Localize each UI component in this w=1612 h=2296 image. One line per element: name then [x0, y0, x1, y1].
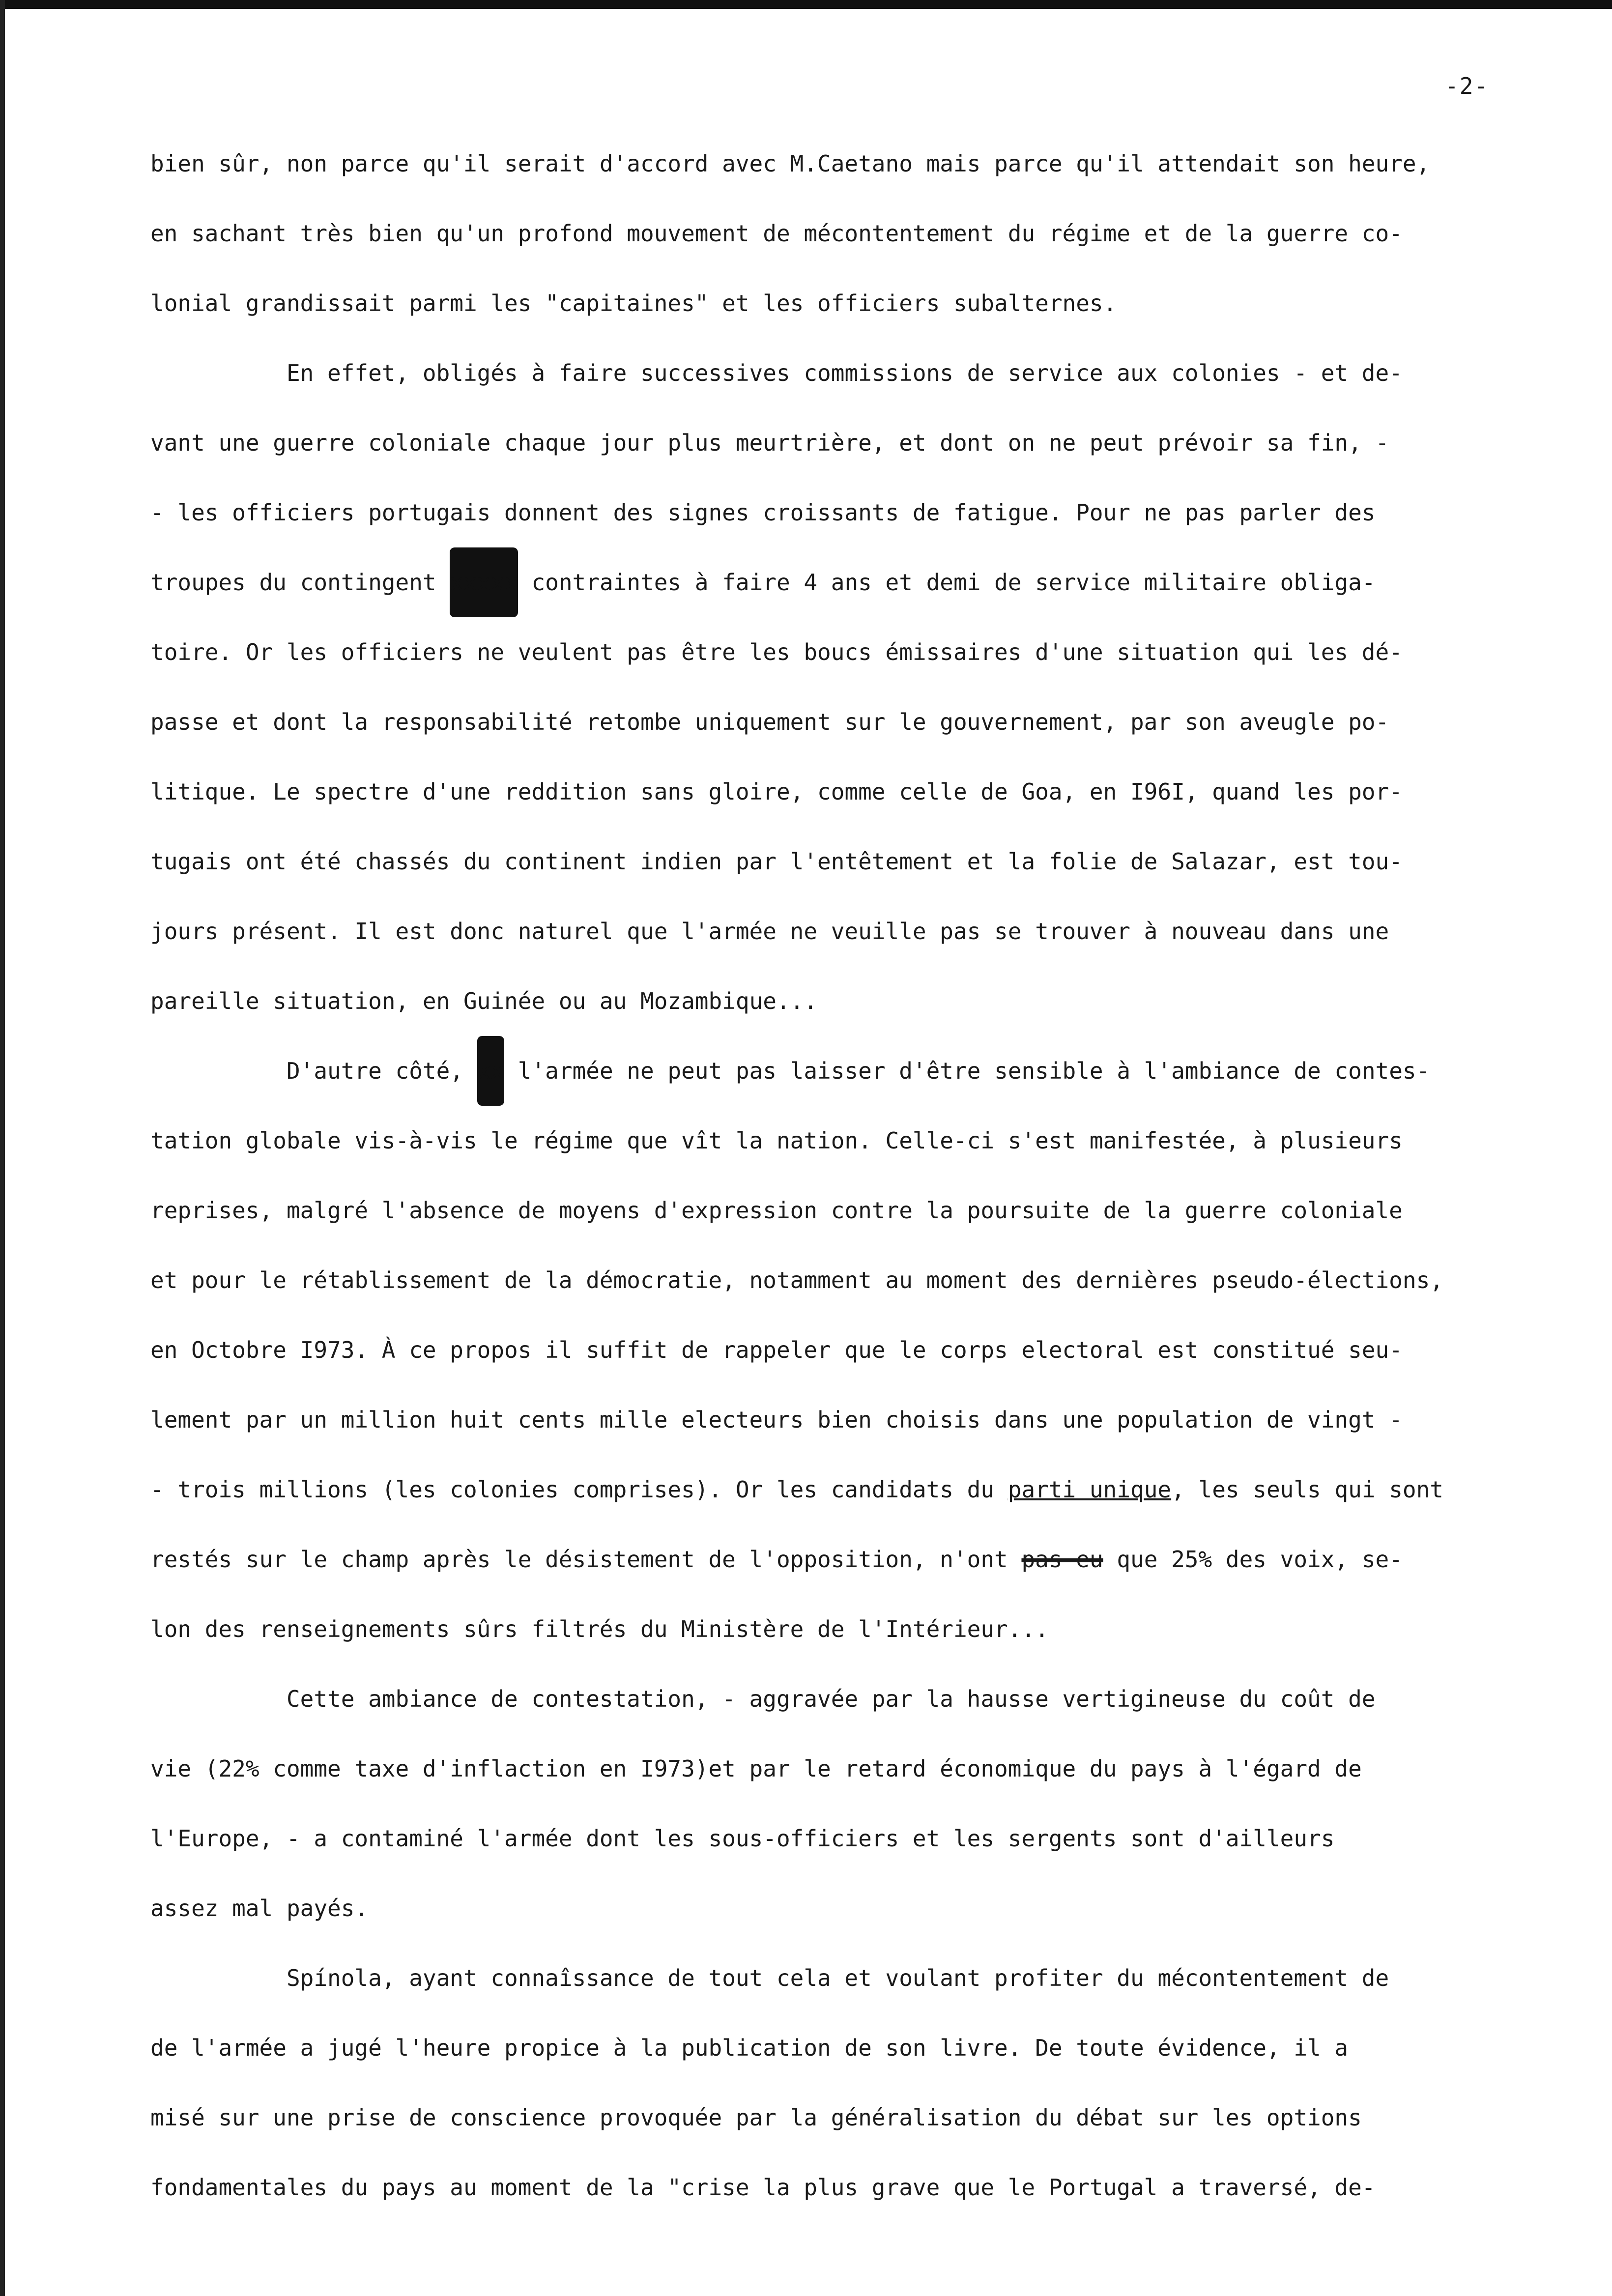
text-line: Cette ambiance de contestation, - aggravée par la hausse vertigineuse du coût de	[150, 1686, 1376, 1712]
text-line: - les officiers portugais donnent des signes croissants de fatigue. Pour ne pas parler des	[150, 499, 1376, 526]
text-segment: D'autre côté,	[150, 1058, 463, 1084]
text-line: bien sûr, non parce qu'il serait d'accord avec M.Caetano mais parce qu'il attendait son heure,	[150, 150, 1430, 177]
text-segment: restés sur le champ après le désistement de l'opposition, n'ont	[150, 1546, 1008, 1573]
text-line: lon des renseignements sûrs filtrés du Ministère de l'Intérieur...	[150, 1616, 1049, 1642]
text-segment: contraintes à faire 4 ans et demi de service militaire obliga-	[518, 569, 1376, 596]
page-top-border	[0, 0, 1612, 9]
text-line: vant une guerre coloniale chaque jour plus meurtrière, et dont on ne peut prévoir sa fin, -	[150, 430, 1389, 456]
page-left-border	[0, 0, 5, 2296]
text-line	[150, 1455, 1605, 1524]
text-line	[150, 1524, 1605, 1594]
text-line: lonial grandissait parmi les "capitaines" et les officiers subalternes.	[150, 290, 1117, 316]
text-segment: - trois millions (les colonies comprises). Or les candidats du	[150, 1476, 995, 1503]
text-line: tation globale vis-à-vis le régime que vît la nation. Celle-ci s'est manifestée, à plusieurs	[150, 1127, 1403, 1154]
underlined-phrase: parti unique	[1008, 1476, 1172, 1503]
text-line: passe et dont la responsabilité retombe uniquement sur le gouvernement, par son aveugle po-	[150, 709, 1389, 735]
text-line: lement par un million huit cents mille electeurs bien choisis dans une population de vingt -	[150, 1406, 1403, 1433]
text-segment: , les seuls qui sont	[1171, 1476, 1443, 1503]
text-line: l'Europe, - a contaminé l'armée dont les sous-officiers et les sergents sont d'ailleurs	[150, 1825, 1335, 1852]
text-segment: troupes du contingent	[150, 569, 436, 596]
text-line	[150, 1036, 1605, 1106]
text-line: et pour le rétablissement de la démocratie, notamment au moment des dernières pseudo-élections,	[150, 1267, 1443, 1293]
text-line: en sachant très bien qu'un profond mouvement de mécontentement du régime et de la guerre co-	[150, 220, 1403, 247]
text-line: misé sur une prise de conscience provoquée par la généralisation du débat sur les options	[150, 2104, 1362, 2131]
text-line: En effet, obligés à faire successives commissions de service aux colonies - et de-	[150, 360, 1403, 386]
text-line: pareille situation, en Guinée ou au Mozambique...	[150, 988, 818, 1014]
text-line: de l'armée a jugé l'heure propice à la publication de son livre. De toute évidence, il a	[150, 2035, 1349, 2061]
scribbled-out-word: xx	[477, 1036, 504, 1106]
text-segment: que 25% des voix, se-	[1103, 1546, 1403, 1573]
text-line: toire. Or les officiers ne veulent pas être les boucs émissaires d'une situation qui les dé-	[150, 639, 1403, 665]
text-segment: l'armée ne peut pas laisser d'être sensible à l'ambiance de contes-	[504, 1058, 1430, 1084]
text-line: reprises, malgré l'absence de moyens d'expression contre la poursuite de la guerre coloniale	[150, 1197, 1403, 1224]
document-body	[150, 129, 1605, 2222]
text-line: Spínola, ayant connaîssance de tout cela et voulant profiter du mécontentement de	[150, 1965, 1389, 1991]
text-line: fondamentales du pays au moment de la "crise la plus grave que le Portugal a traversé, de-	[150, 2174, 1376, 2201]
text-line: assez mal payés.	[150, 1895, 369, 1922]
text-line: vie (22% comme taxe d'inflaction en I973)et par le retard économique du pays à l'égard de	[150, 1755, 1362, 1782]
text-line: litique. Le spectre d'une reddition sans gloire, comme celle de Goa, en I96I, quand les por-	[150, 778, 1403, 805]
page-number: -2-	[1445, 73, 1489, 99]
scribbled-out-word: xxxxx	[450, 547, 518, 617]
struck-through-text: pas eu	[1021, 1546, 1103, 1573]
text-line: jours présent. Il est donc naturel que l'armée ne veuille pas se trouver à nouveau dans une	[150, 918, 1389, 945]
text-line: tugais ont été chassés du continent indien par l'entêtement et la folie de Salazar, est tou-	[150, 848, 1403, 875]
text-line	[150, 547, 1605, 617]
text-line: en Octobre I973. À ce propos il suffit de rappeler que le corps electoral est constitué seu-	[150, 1337, 1403, 1363]
